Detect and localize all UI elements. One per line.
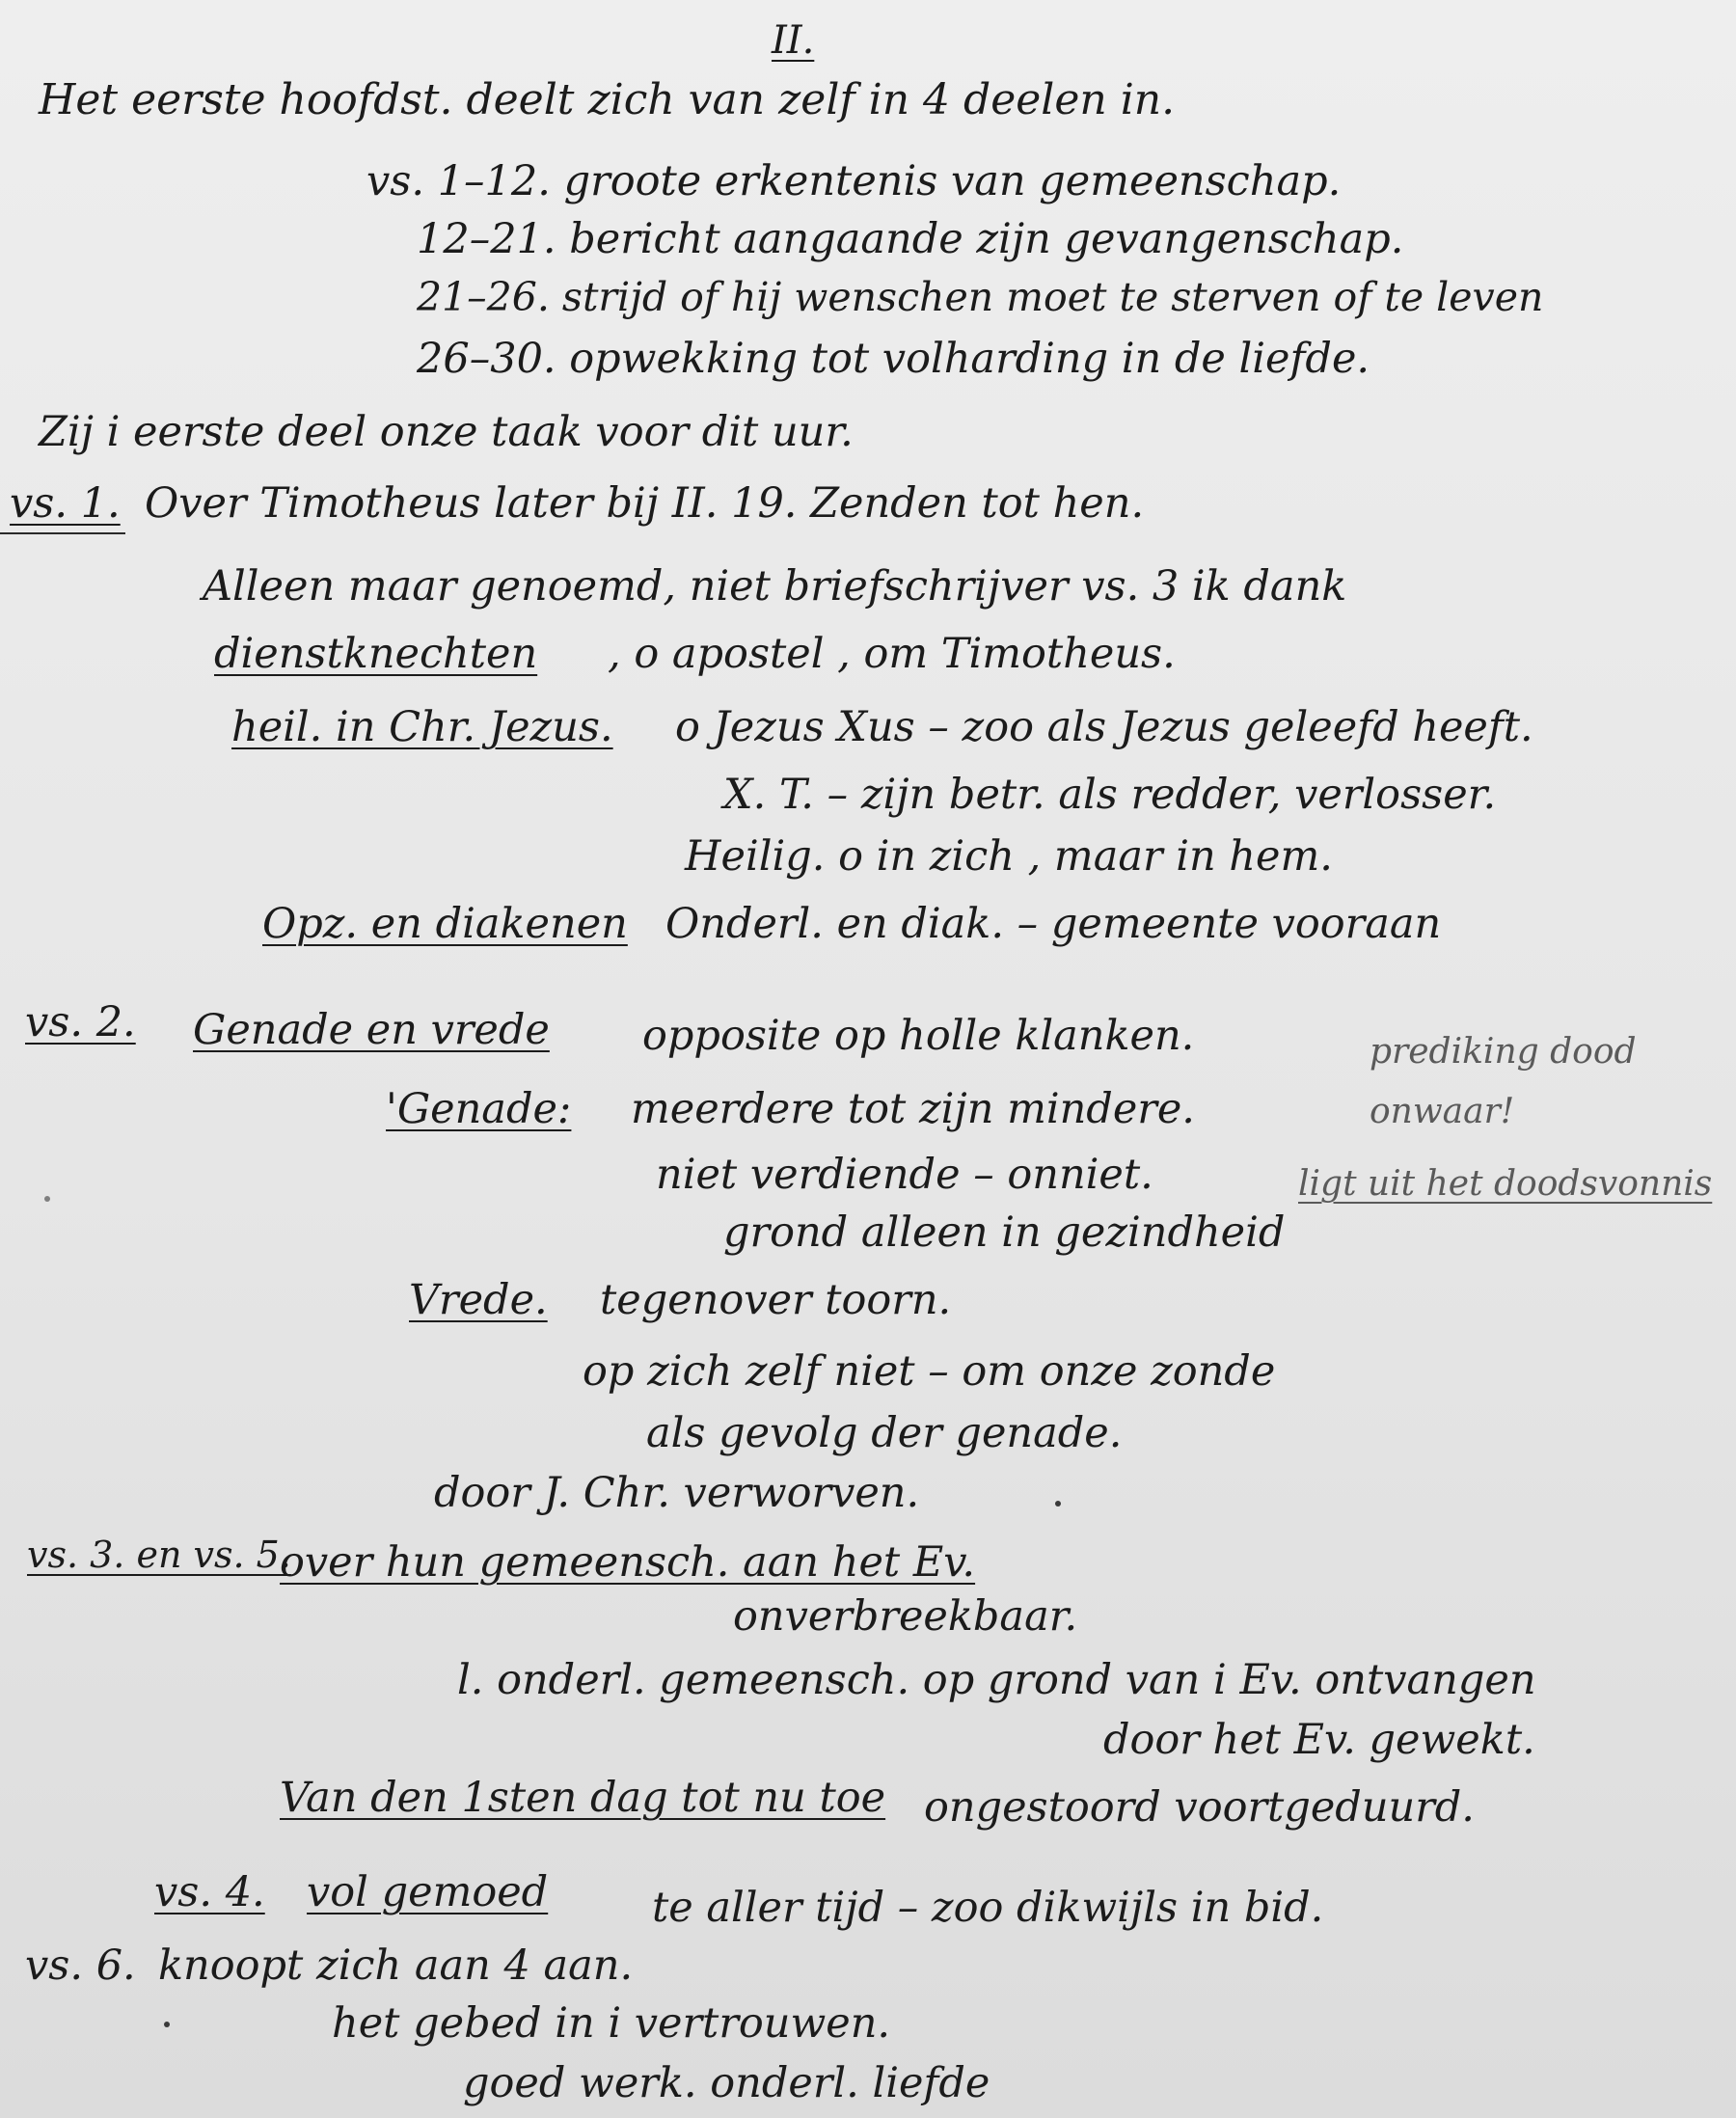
outline-item: 26–30. opwekking tot volharding in de liefde. <box>417 335 1370 383</box>
note-line: knoopt zich aan 4 aan. <box>158 1942 634 1990</box>
note-line: Heilig. o in zich , maar in hem. <box>685 832 1333 881</box>
verse-label: vs. 2. <box>25 998 136 1046</box>
margin-rule <box>0 532 125 534</box>
ink-dot <box>1055 1501 1061 1507</box>
underlined-term: Opz. en diakenen <box>262 900 628 948</box>
note-line: Over Timotheus later bij II. 19. Zenden tot hen. <box>145 479 1145 528</box>
verse-label: vs. 6. <box>25 1942 136 1990</box>
note-line: tegenover toorn. <box>600 1276 952 1324</box>
note-line: l. onderl. gemeensch. op grond van i Ev. ontvangen <box>457 1656 1536 1704</box>
note-line: , o apostel , om Timotheus. <box>608 630 1176 678</box>
underlined-term: heil. in Chr. Jezus. <box>231 703 613 751</box>
note-line: op zich zelf niet – om onze zonde <box>583 1347 1276 1396</box>
underlined-term: dienstknechten <box>214 630 538 678</box>
pencil-annotation: prediking dood onwaar! <box>1370 1032 1637 1131</box>
verse-label: vs. 4. <box>154 1868 265 1916</box>
note-line: ongestoord voortgeduurd. <box>924 1783 1475 1832</box>
underlined-term: over hun gemeensch. aan het Ev. <box>280 1538 976 1587</box>
underlined-term: vol gemoed <box>307 1868 549 1916</box>
note-line: meerdere tot zijn mindere. <box>631 1085 1195 1133</box>
verse-label: vs. 3. en vs. 5. <box>27 1534 291 1576</box>
outline-item: vs. 1–12. groote erkentenis van gemeenschap. <box>366 157 1342 205</box>
note-line: als gevolg der genade. <box>646 1409 1123 1457</box>
task-line: Zij i eerste deel onze taak voor dit uur. <box>39 408 854 456</box>
note-line: door J. Chr. verworven. <box>434 1469 920 1517</box>
note-line: goed werk. onderl. liefde <box>463 2059 990 2107</box>
pencil-annotation: ligt uit het doodsvonnis <box>1298 1164 1713 1204</box>
verse-label: vs. 1. <box>10 479 121 528</box>
outline-item: 21–26. strijd of hij wenschen moet te sterven of te leven <box>417 274 1544 320</box>
note-line: niet verdiende – onniet. <box>656 1151 1153 1199</box>
underlined-term: Vrede. <box>409 1276 548 1324</box>
note-line: X. T. – zijn betr. als redder, verlosser. <box>723 771 1497 819</box>
underlined-term: Genade en vrede <box>193 1006 550 1054</box>
note-line: o Jezus Xus – zoo als Jezus geleefd heeft. <box>675 703 1533 751</box>
underlined-term: Van den 1sten dag tot nu toe <box>280 1774 886 1822</box>
outline-item: 12–21. bericht aangaande zijn gevangenschap. <box>417 215 1404 263</box>
intro-line: Het eerste hoofdst. deelt zich van zelf in 4 deelen in. <box>39 75 1176 124</box>
ink-dot <box>44 1196 50 1202</box>
note-line: het gebed in i vertrouwen. <box>332 1999 891 2048</box>
note-line: grond alleen in gezindheid <box>723 1208 1286 1257</box>
page-number: II. <box>772 18 815 63</box>
ink-dot <box>164 2022 170 2027</box>
note-line: Onderl. en diak. – gemeente vooraan <box>665 900 1442 948</box>
note-line: onverbreekbaar. <box>733 1592 1078 1641</box>
note-line: opposite op holle klanken. <box>642 1012 1195 1060</box>
note-line: Alleen maar genoemd, niet briefschrijver vs. 3 ik dank <box>203 562 1347 611</box>
note-line: door het Ev. gewekt. <box>1103 1716 1535 1764</box>
underlined-term: 'Genade: <box>386 1085 572 1133</box>
note-line: te aller tijd – zoo dikwijls in bid. <box>652 1884 1324 1932</box>
